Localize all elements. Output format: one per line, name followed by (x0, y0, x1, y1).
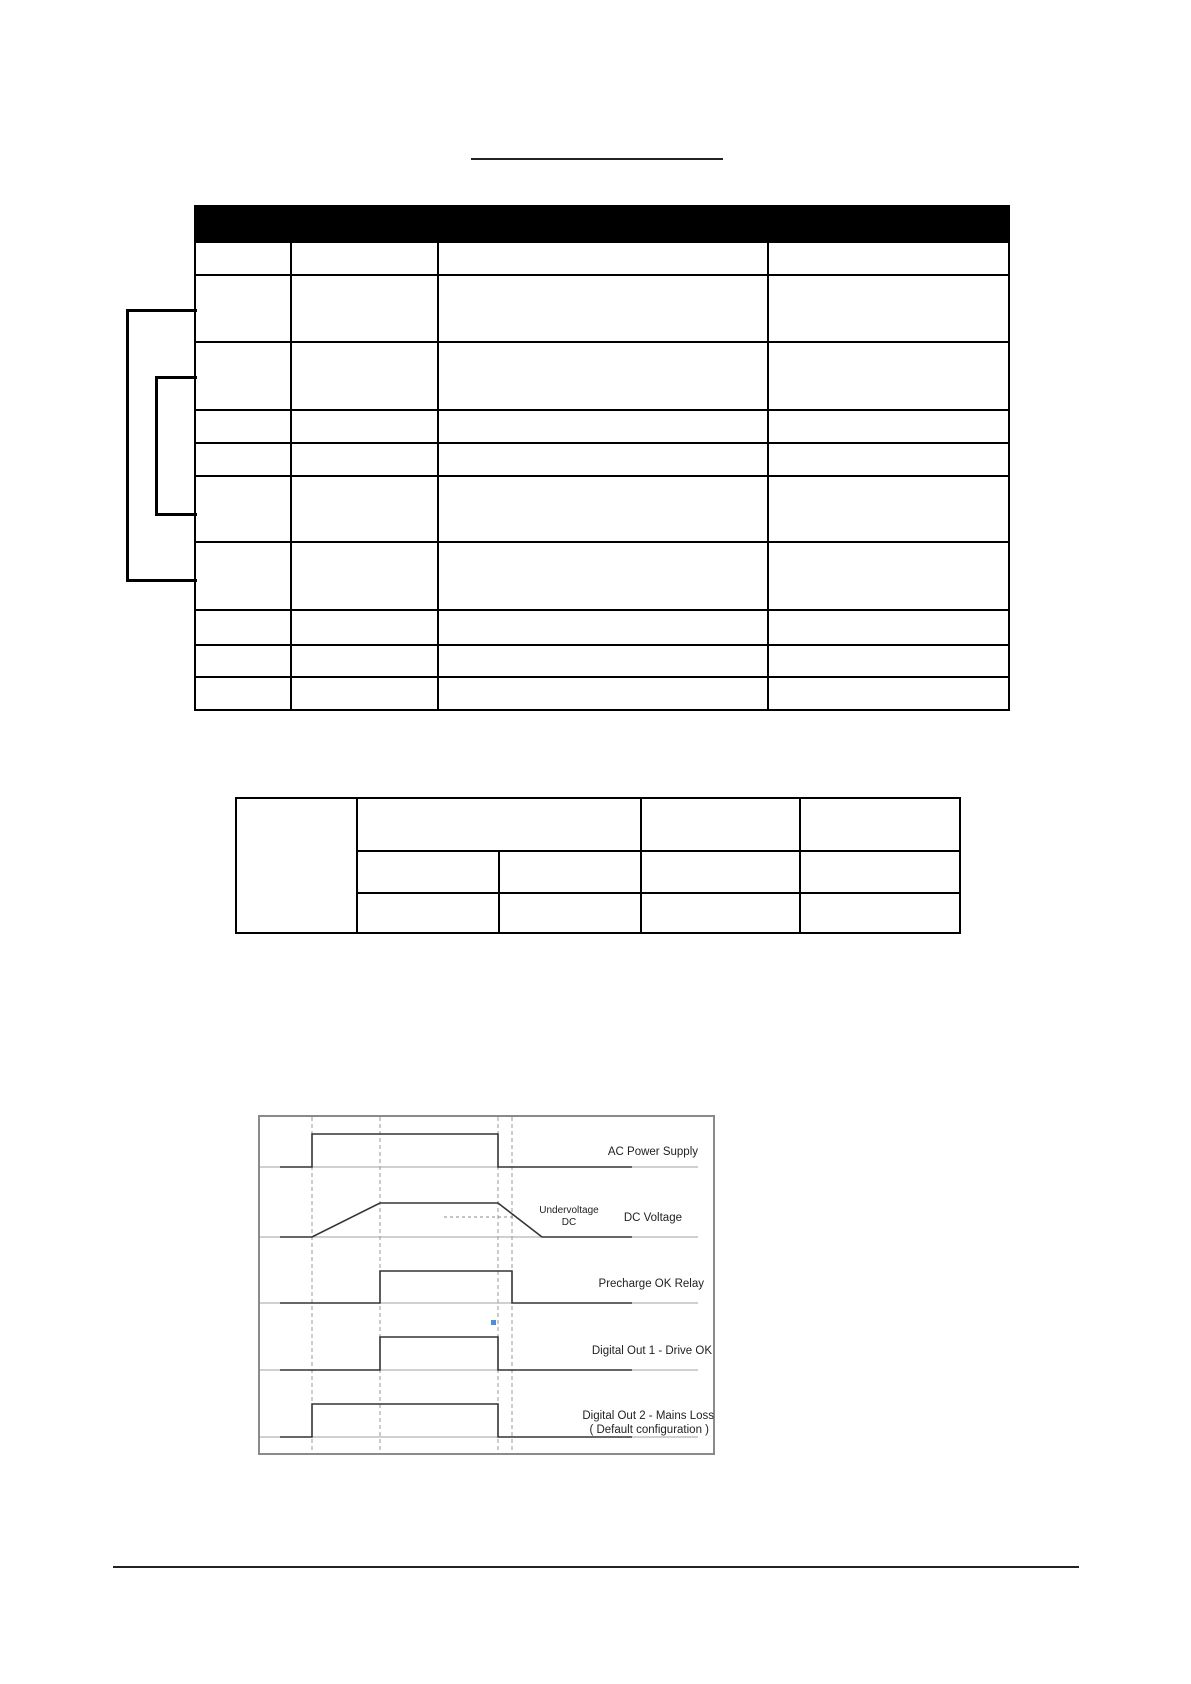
merged-header-cell (357, 798, 641, 851)
header-cell (195, 206, 291, 242)
table-row (195, 645, 1009, 677)
table-cell (195, 645, 291, 677)
table-cell (291, 410, 438, 443)
table-cell (195, 342, 291, 410)
table-cell (291, 542, 438, 610)
table-cell (195, 242, 291, 275)
table-cell (768, 476, 1009, 542)
table-cell (499, 893, 641, 933)
header-cell (438, 206, 768, 242)
header-cell (768, 206, 1009, 242)
table-row (195, 275, 1009, 342)
table-row (195, 410, 1009, 443)
label-ac-power: AC Power Supply (607, 1146, 698, 1158)
table-cell (768, 443, 1009, 476)
table-cell (499, 851, 641, 893)
table-cell (438, 542, 768, 610)
table-cell (195, 542, 291, 610)
table-cell (641, 893, 800, 933)
table-cell (438, 242, 768, 275)
footer-rule (113, 1566, 1079, 1568)
table-cell (768, 542, 1009, 610)
table-cell (438, 342, 768, 410)
table-cell (438, 443, 768, 476)
table-cell (291, 242, 438, 275)
table-header-row (195, 206, 1009, 242)
table-cell (800, 893, 960, 933)
row-header-cell (236, 798, 357, 933)
table-row (195, 542, 1009, 610)
table-row (195, 610, 1009, 645)
table-cell (291, 476, 438, 542)
table-row (236, 798, 960, 851)
header-cell (291, 206, 438, 242)
table-cell (438, 677, 768, 710)
table-cell (357, 893, 499, 933)
table-row (195, 443, 1009, 476)
connection-bracket-inner (155, 376, 197, 516)
table-cell (438, 410, 768, 443)
table-cell (800, 798, 960, 851)
label-undervoltage-dc: DC (561, 1217, 577, 1228)
table-cell (195, 275, 291, 342)
table-cell (195, 677, 291, 710)
table-cell (291, 610, 438, 645)
table-cell (768, 410, 1009, 443)
table-cell (195, 410, 291, 443)
label-undervoltage: Undervoltage (539, 1205, 599, 1216)
table-cell (768, 645, 1009, 677)
label-digital-out-2: Digital Out 2 - Mains Loss (582, 1410, 714, 1422)
table-cell (800, 851, 960, 893)
table-cell (438, 275, 768, 342)
table-cell (291, 645, 438, 677)
table-cell (768, 677, 1009, 710)
table-cell (768, 342, 1009, 410)
table-cell (641, 798, 800, 851)
table-row (195, 342, 1009, 410)
label-digital-out-1: Digital Out 1 - Drive OK (591, 1345, 712, 1357)
table-row (195, 677, 1009, 710)
label-dc-voltage: DC Voltage (623, 1212, 682, 1224)
table-cell (291, 443, 438, 476)
table-cell (291, 275, 438, 342)
table-cell (195, 476, 291, 542)
table-cell (195, 610, 291, 645)
table-cell (641, 851, 800, 893)
table-cell (438, 476, 768, 542)
table-row (195, 242, 1009, 275)
table-cell (291, 677, 438, 710)
rating-table (235, 797, 961, 934)
table-cell (438, 610, 768, 645)
marker-square (491, 1320, 496, 1325)
table-cell (438, 645, 768, 677)
table-cell (768, 275, 1009, 342)
terminal-table (194, 205, 1010, 711)
table-cell (768, 610, 1009, 645)
table-cell (768, 242, 1009, 275)
table-cell (357, 851, 499, 893)
timing-diagram-svg (258, 1115, 715, 1455)
table-row (195, 476, 1009, 542)
label-precharge: Precharge OK Relay (598, 1278, 704, 1290)
timing-diagram (258, 1115, 715, 1455)
table-cell (195, 443, 291, 476)
title-underline (471, 158, 723, 160)
label-default-config: ( Default configuration ) (589, 1424, 709, 1436)
table-cell (291, 342, 438, 410)
